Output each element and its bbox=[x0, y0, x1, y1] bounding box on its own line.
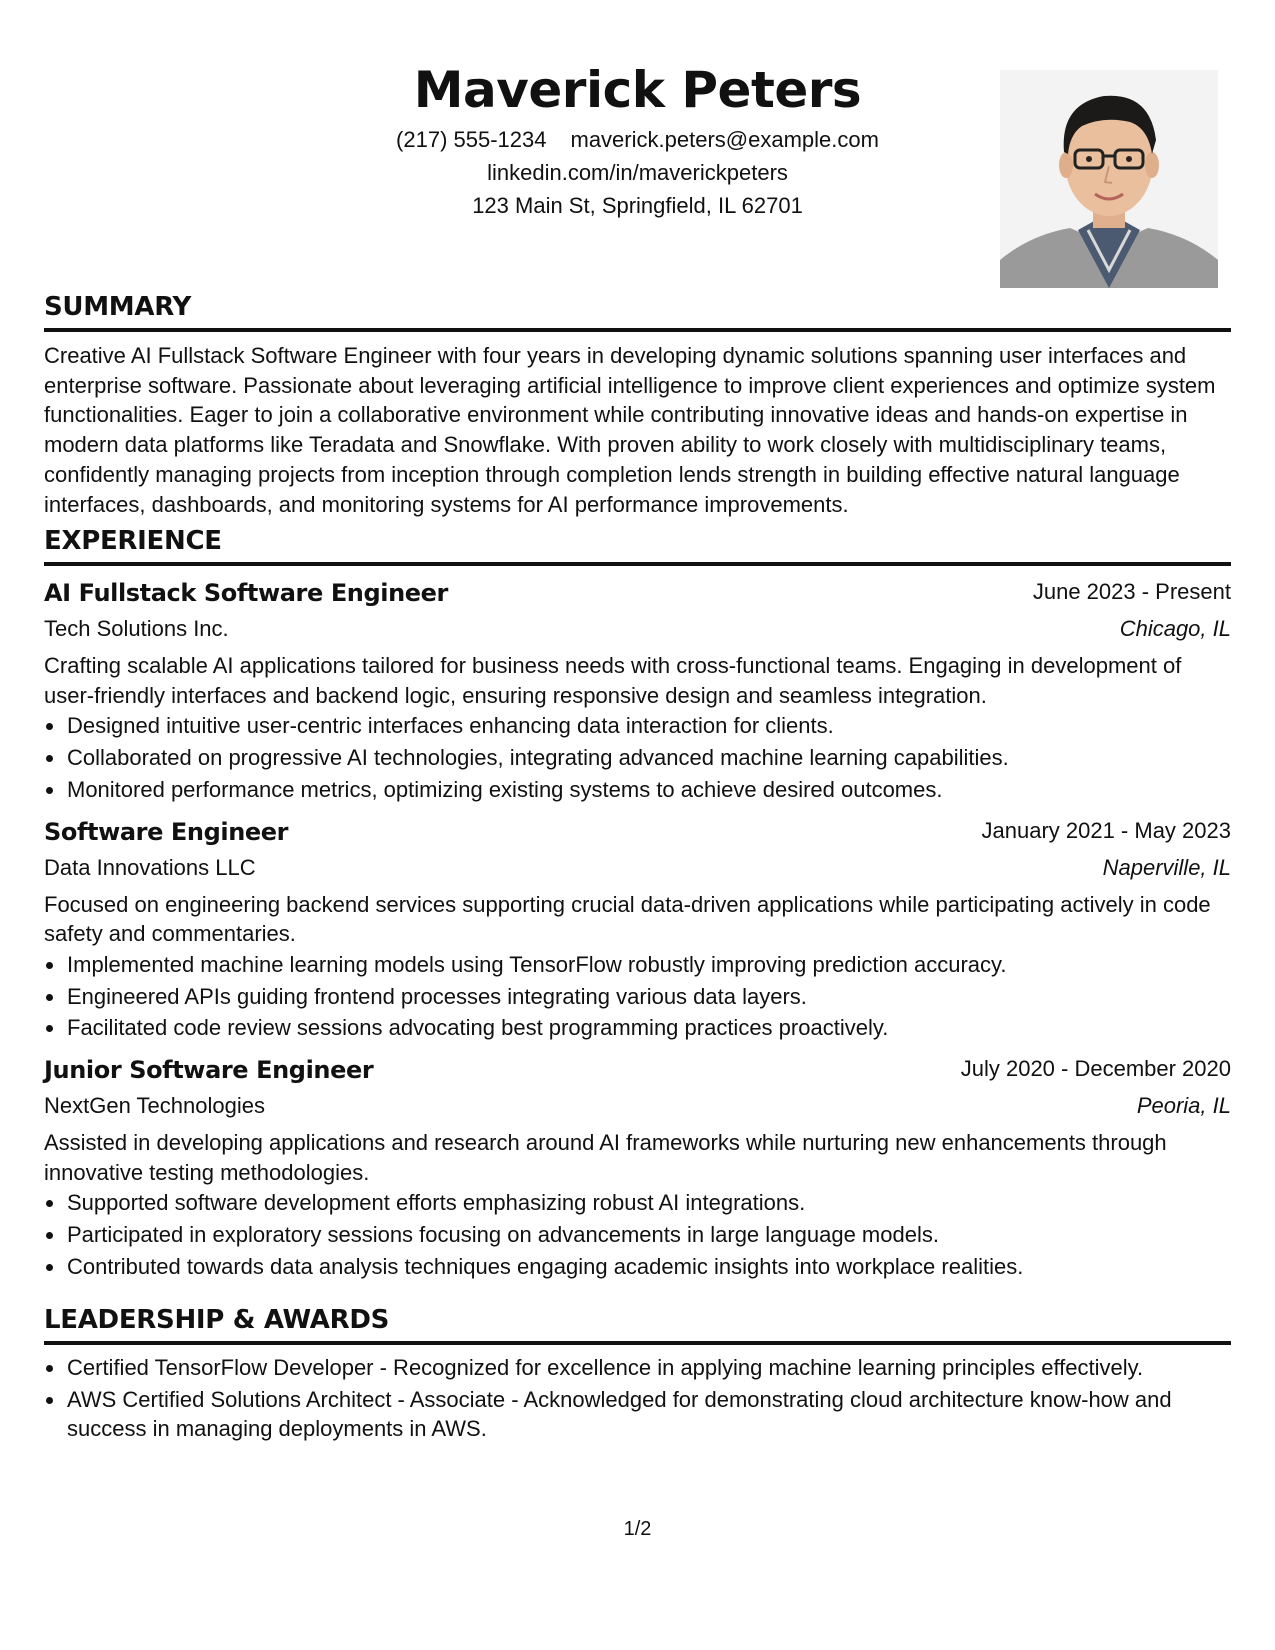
list-item: Certified TensorFlow Developer - Recognized for excellence in applying machine learning principles effectively. bbox=[44, 1353, 1231, 1383]
section-title-summary: SUMMARY bbox=[44, 292, 192, 322]
bullet-icon bbox=[46, 787, 53, 794]
job-location: Chicago, IL bbox=[1119, 616, 1231, 641]
job-entry bbox=[44, 1053, 1231, 1282]
summary-section bbox=[44, 290, 1231, 519]
bullet-icon bbox=[46, 1397, 53, 1404]
awards-list bbox=[44, 1353, 1231, 1444]
job-bullets bbox=[44, 711, 1231, 804]
candidate-name: Maverick Peters bbox=[413, 61, 862, 119]
bullet-icon bbox=[46, 962, 53, 969]
company-name: Tech Solutions Inc. bbox=[44, 616, 229, 641]
section-title-awards: LEADERSHIP & AWARDS bbox=[44, 1305, 390, 1335]
bullet-icon bbox=[46, 755, 53, 762]
job-title: Junior Software Engineer bbox=[44, 1056, 374, 1085]
email-address: maverick.peters@example.com bbox=[570, 127, 879, 152]
list-item: Monitored performance metrics, optimizing existing systems to achieve desired outcomes. bbox=[44, 775, 1231, 805]
profile-photo bbox=[1000, 70, 1218, 288]
list-item: Collaborated on progressive AI technologies, integrating advanced machine learning capabilities. bbox=[44, 743, 1231, 773]
company-name: NextGen Technologies bbox=[44, 1093, 265, 1119]
section-divider bbox=[44, 328, 1231, 332]
job-description: Focused on engineering backend services supporting crucial data-driven applications while participating actively in code safety and commentaries. bbox=[44, 891, 1211, 947]
job-dates: January 2021 - May 2023 bbox=[981, 817, 1231, 843]
job-title: AI Fullstack Software Engineer bbox=[44, 579, 448, 607]
job-dates: June 2023 - Present bbox=[1032, 579, 1231, 604]
bullet-icon bbox=[46, 994, 53, 1001]
bullet-icon bbox=[46, 1365, 53, 1372]
job-description: Crafting scalable AI applications tailored for business needs with cross-functional teams. Engaging in development of user-friendly interfaces and backend logic, ensuring responsive design and seamless integration. bbox=[44, 653, 1182, 708]
bullet-icon bbox=[46, 1200, 53, 1207]
job-entry bbox=[44, 815, 1231, 1044]
job-location: Peoria, IL bbox=[1136, 1093, 1231, 1119]
list-item: Facilitated code review sessions advocating best programming practices proactively. bbox=[44, 1013, 1231, 1043]
section-divider bbox=[44, 562, 1231, 566]
page-number: 1/2 bbox=[623, 1518, 652, 1540]
job-dates: July 2020 - December 2020 bbox=[960, 1056, 1231, 1082]
bullet-icon bbox=[46, 1232, 53, 1239]
phone-number: (217) 555-1234 bbox=[396, 127, 547, 152]
postal-address: 123 Main St, Springfield, IL 62701 bbox=[472, 193, 803, 218]
job-bullets bbox=[44, 950, 1231, 1043]
list-item: AWS Certified Solutions Architect - Associate - Acknowledged for demonstrating cloud architecture know-how and success in managing deployments in AWS. bbox=[44, 1385, 1231, 1444]
job-title: Software Engineer bbox=[44, 817, 289, 846]
section-title-experience: EXPERIENCE bbox=[44, 526, 222, 556]
section-divider bbox=[44, 1341, 1231, 1345]
list-item: Supported software development efforts emphasizing robust AI integrations. bbox=[44, 1188, 1231, 1218]
list-item: Implemented machine learning models using TensorFlow robustly improving prediction accuracy. bbox=[44, 950, 1231, 980]
company-name: Data Innovations LLC bbox=[44, 854, 256, 880]
resume-header bbox=[44, 58, 1231, 288]
awards-section bbox=[44, 1303, 1231, 1446]
list-item: Engineered APIs guiding frontend processes integrating various data layers. bbox=[44, 982, 1231, 1012]
job-description: Assisted in developing applications and research around AI frameworks while nurturing new enhancements through innovative testing methodologies. bbox=[44, 1130, 1167, 1185]
bullet-icon bbox=[46, 723, 53, 730]
experience-section bbox=[44, 524, 1231, 1284]
list-item: Designed intuitive user-centric interfaces enhancing data interaction for clients. bbox=[44, 711, 1231, 741]
bullet-icon bbox=[46, 1025, 53, 1032]
bullet-icon bbox=[46, 1264, 53, 1271]
job-entry bbox=[44, 576, 1231, 805]
list-item: Contributed towards data analysis techniques engaging academic insights into workplace realities. bbox=[44, 1252, 1231, 1282]
job-bullets bbox=[44, 1188, 1231, 1281]
list-item: Participated in exploratory sessions focusing on advancements in large language models. bbox=[44, 1220, 1231, 1250]
summary-text: Creative AI Fullstack Software Engineer with four years in developing dynamic solutions spanning user interfaces and enterprise software. Passionate about leveraging artificial intelligence to improve client experiences and optimize system functionalities. Eager to join a collaborative environment while contributing innovative ideas and hands-on expertise in modern data platforms like Teradata and Snowflake. With proven ability to work closely with multidisciplinary teams, confidently managing projects from inception through completion lends strength in building effective natural language interfaces, dashboards, and monitoring systems for AI performance improvements. bbox=[44, 343, 1216, 517]
linkedin-link[interactable]: linkedin.com/in/maverickpeters bbox=[487, 160, 788, 185]
job-location: Naperville, IL bbox=[1102, 854, 1231, 880]
